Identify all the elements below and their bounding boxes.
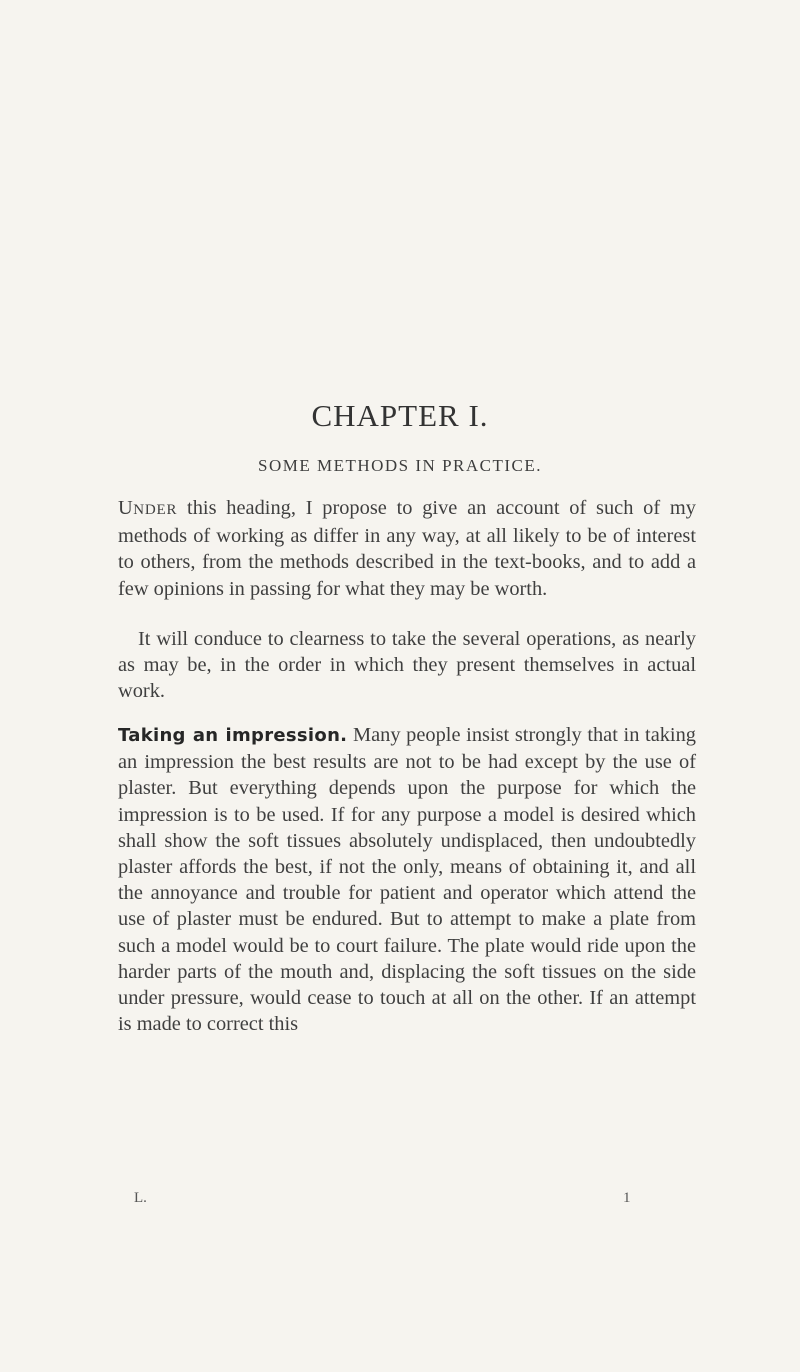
- chapter-title: CHAPTER I.: [311, 398, 489, 433]
- impression-heading: Taking an impression.: [118, 725, 348, 746]
- intro-initial-letter: U: [118, 497, 134, 519]
- intro-text: this heading, I propose to give an account of such of my methods of working as differ in any way, at all likely to be of interest to others, from the methods described in the text-books, and to add a few opinions in passing for what they may be worth.: [118, 497, 696, 600]
- page-number: 1: [623, 1190, 631, 1206]
- paragraph-impression: [118, 722, 696, 1037]
- paragraph-intro: [118, 495, 696, 602]
- section-title: SOME METHODS IN PRACTICE.: [257, 456, 543, 475]
- impression-text: Many people insist strongly that in taking an impression the best results are not to be had except by the use of plaster. But everything depends upon the purpose for which the impression is to be used. If for any purpose a model is desired which shall show the soft tissues absolutely undisplaced, then undoubtedly plaster affords the best, if not the only, means of obtaining it, and all the annoyance and trouble for patient and operator which attend the use of plaster must be endured. But to attempt to make a plate from such a model would be to court failure. The plate would ride upon the harder parts of the mouth and, displacing the soft tissues on the side under pressure, would cease to touch at all on the other. If an attempt is made to correct this: [118, 724, 696, 1036]
- paragraph-clearness: [118, 626, 696, 705]
- signature-mark: L.: [134, 1190, 147, 1206]
- clearness-text: It will conduce to clearness to take the several operations, as nearly as may be, in the order in which they present themselves in actual work.: [118, 628, 696, 703]
- intro-small-caps: NDER: [133, 502, 178, 518]
